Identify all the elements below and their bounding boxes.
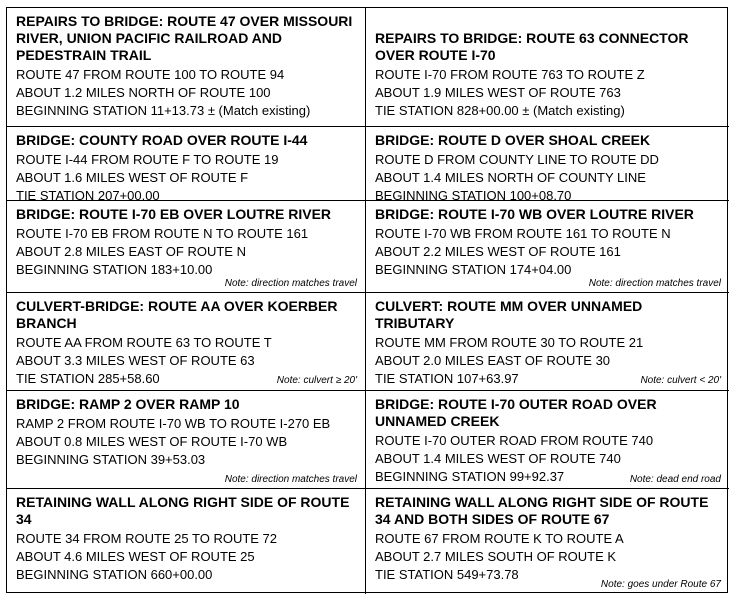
cell-distance-line: ABOUT 2.7 MILES SOUTH OF ROUTE K: [375, 549, 617, 564]
cell-title: RETAINING WALL ALONG RIGHT SIDE OF ROUTE 34 AND BOTH SIDES OF ROUTE 67: [375, 494, 709, 527]
table-cell: [7, 8, 366, 127]
cell-note: Note: dead end road: [629, 474, 721, 485]
table-cell: [366, 391, 729, 489]
cell-title: RETAINING WALL ALONG RIGHT SIDE OF ROUTE 34: [16, 494, 350, 527]
table-cell: [7, 293, 366, 391]
cell-title: BRIDGE: ROUTE I-70 EB OVER LOUTRE RIVER: [16, 206, 332, 222]
cell-station-line: BEGINNING STATION 11+13.73 ± (Match existing): [16, 103, 311, 118]
cell-distance-line: ABOUT 1.9 MILES WEST OF ROUTE 763: [375, 85, 621, 100]
cell-title: BRIDGE: ROUTE D OVER SHOAL CREEK: [375, 132, 651, 148]
cell-route-line: ROUTE MM FROM ROUTE 30 TO ROUTE 21: [375, 335, 644, 350]
cell-title: REPAIRS TO BRIDGE: ROUTE 63 CONNECTOR OVER ROUTE I-70: [375, 30, 689, 63]
cell-station-line: BEGINNING STATION 99+92.37: [375, 469, 565, 484]
cell-title: CULVERT-BRIDGE: ROUTE AA OVER KOERBER BRANCH: [16, 298, 338, 331]
cell-station-line: TIE STATION 828+00.00 ± (Match existing): [375, 103, 625, 118]
cell-distance-line: ABOUT 2.8 MILES EAST OF ROUTE N: [16, 244, 246, 259]
cell-station-line: BEGINNING STATION 183+10.00: [16, 262, 213, 277]
cell-station-line: TIE STATION 207+00.00: [16, 188, 160, 201]
cell-title: REPAIRS TO BRIDGE: ROUTE 47 OVER MISSOURI RIVER, UNION PACIFIC RAILROAD AND PEDESTRAIN TRAIL: [16, 13, 353, 63]
table-cell: [7, 201, 366, 293]
table-cell: [366, 127, 729, 201]
cell-route-line: ROUTE 34 FROM ROUTE 25 TO ROUTE 72: [16, 531, 278, 546]
cell-station-line: BEGINNING STATION 100+08.70: [375, 188, 572, 201]
cell-note: Note: direction matches travel: [588, 278, 721, 289]
cell-station-line: TIE STATION 107+63.97: [375, 371, 519, 386]
cell-title: BRIDGE: ROUTE I-70 OUTER ROAD OVER UNNAMED CREEK: [375, 396, 657, 429]
cell-route-line: ROUTE I-70 EB FROM ROUTE N TO ROUTE 161: [16, 226, 309, 241]
cell-route-line: ROUTE I-44 FROM ROUTE F TO ROUTE 19: [16, 152, 279, 167]
cell-distance-line: ABOUT 4.6 MILES WEST OF ROUTE 25: [16, 549, 255, 564]
cell-distance-line: ABOUT 2.2 MILES WEST OF ROUTE 161: [375, 244, 621, 259]
cell-route-line: ROUTE 47 FROM ROUTE 100 TO ROUTE 94: [16, 67, 285, 82]
cell-title: BRIDGE: ROUTE I-70 WB OVER LOUTRE RIVER: [375, 206, 694, 222]
cell-distance-line: ABOUT 3.3 MILES WEST OF ROUTE 63: [16, 353, 255, 368]
cell-title: BRIDGE: RAMP 2 OVER RAMP 10: [16, 396, 240, 412]
cell-note: Note: goes under Route 67: [600, 579, 721, 590]
cell-distance-line: ABOUT 1.6 MILES WEST OF ROUTE F: [16, 170, 249, 185]
cell-note: Note: direction matches travel: [224, 474, 357, 485]
table-cell: [366, 8, 729, 127]
table-cell: [366, 201, 729, 293]
cell-route-line: ROUTE 67 FROM ROUTE K TO ROUTE A: [375, 531, 624, 546]
cell-distance-line: ABOUT 2.0 MILES EAST OF ROUTE 30: [375, 353, 611, 368]
cell-distance-line: ABOUT 1.2 MILES NORTH OF ROUTE 100: [16, 85, 271, 100]
bridge-location-table: [6, 7, 728, 593]
table-cell: [366, 489, 729, 594]
cell-station-line: BEGINNING STATION 174+04.00: [375, 262, 572, 277]
cell-station-line: TIE STATION 285+58.60: [16, 371, 160, 386]
cell-station-line: BEGINNING STATION 660+00.00: [16, 567, 213, 582]
cell-distance-line: ABOUT 0.8 MILES WEST OF ROUTE I-70 WB: [16, 434, 288, 449]
cell-route-line: RAMP 2 FROM ROUTE I-70 WB TO ROUTE I-270 EB: [16, 416, 331, 431]
cell-route-line: ROUTE D FROM COUNTY LINE TO ROUTE DD: [375, 152, 659, 167]
cell-note: Note: culvert < 20': [640, 375, 721, 386]
cell-title: CULVERT: ROUTE MM OVER UNNAMED TRIBUTARY: [375, 298, 643, 331]
cell-route-line: ROUTE I-70 WB FROM ROUTE 161 TO ROUTE N: [375, 226, 671, 241]
cell-station-line: BEGINNING STATION 39+53.03: [16, 452, 206, 467]
table-cell: [7, 127, 366, 201]
cell-route-line: ROUTE AA FROM ROUTE 63 TO ROUTE T: [16, 335, 272, 350]
cell-station-line: TIE STATION 549+73.78: [375, 567, 519, 582]
table-cell: [366, 293, 729, 391]
table-cell: [7, 391, 366, 489]
cell-route-line: ROUTE I-70 FROM ROUTE 763 TO ROUTE Z: [375, 67, 645, 82]
cell-note: Note: culvert ≥ 20': [276, 375, 357, 386]
cell-title: BRIDGE: COUNTY ROAD OVER ROUTE I-44: [16, 132, 308, 148]
cell-route-line: ROUTE I-70 OUTER ROAD FROM ROUTE 740: [375, 433, 654, 448]
cell-note: Note: direction matches travel: [224, 278, 357, 289]
cell-distance-line: ABOUT 1.4 MILES WEST OF ROUTE 740: [375, 451, 621, 466]
table-cell: [7, 489, 366, 594]
cell-distance-line: ABOUT 1.4 MILES NORTH OF COUNTY LINE: [375, 170, 646, 185]
